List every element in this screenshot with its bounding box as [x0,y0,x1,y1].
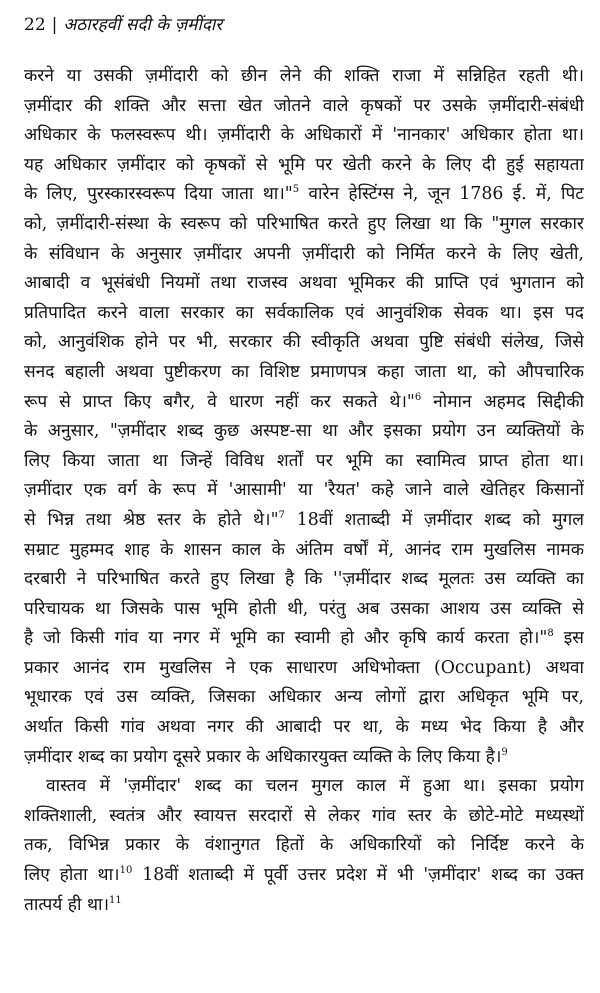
footnote-marker: 11 [109,894,122,906]
line-text-tail: वारेन हेस्टिंग्स ने, जून 1786 ई. में, पिट [299,184,584,205]
line-text-tail: नोमान अहमद सिद्दीकी [421,391,584,412]
text-line [24,743,584,773]
text-line [24,447,584,477]
text-line [24,476,584,506]
text-line [24,92,584,122]
text-line [24,624,584,654]
text-line [24,772,584,802]
footnote-marker: 8 [547,628,554,640]
text-line [24,269,584,299]
line-text: प्रकार आनंद राम मुखलिस ने एक साधारण अधिभोक्ता (Occupant) अथवा [24,657,584,678]
line-text-tail: 18वीं शताब्दी में ज़मींदार शब्द को मुगल [284,509,584,530]
line-text: है जो किसी गांव या नगर में भूमि का स्वामी हो और कृषि कार्य करता हो।" [24,628,548,649]
text-line [24,802,584,832]
line-text: यह अधिकार ज़मींदार को कृषकों से भूमि पर खेती करने के लिए दी हुई सहायता [24,154,584,175]
line-text: सम्राट मुहम्मद शाह के शासन काल के अंतिम वर्षों में, आनंद राम मुखलिस नामक [24,539,584,560]
text-line [24,861,584,891]
line-text: परिचायक था जिसके पास भूमि होती थी, परंतु अब उसका आशय उस व्यक्ति से [24,598,584,619]
line-text: रूप से प्राप्त किए बगैर, वे धारण नहीं कर सकते थे।" [24,391,415,412]
footnote-marker: 6 [414,391,422,403]
text-line [24,180,584,210]
line-text: ज़मींदार शब्द का प्रयोग दूसरे प्रकार के अधिकारयुक्त व्यक्ति के लिए किया है। [24,746,502,767]
text-line [24,417,584,447]
line-text: को, ज़मींदारी-संस्था के स्वरूप को परिभाषित करते हुए लिखा था कि "मुगल सरकार [24,213,584,234]
text-line [24,151,584,181]
line-text: ज़मींदार की शक्ति और सत्ता खेत जोतने वाले कृषकों पर उसके ज़मींदारी-संबंधी [24,95,584,116]
footnote-marker: 10 [119,865,133,877]
footnote-marker: 9 [501,746,508,758]
line-text-tail: 18वीं शताब्दी में पूर्वी उत्तर प्रदेश में भी 'ज़मींदार' शब्द का उक्त [132,865,584,886]
text-line [24,299,584,329]
line-text: प्रतिपादित करने वाला सरकार का सर्वकालिक एवं आनुवंशिक सेवक था। इस पद [24,302,584,323]
text-line [24,121,584,151]
line-text: तात्पर्य ही था। [24,894,110,915]
text-line [24,831,584,861]
line-text: लिए किया जाता था जिन्हें विविध शर्तों पर भूमि का स्वामित्व प्राप्त होता था। [24,450,584,471]
line-text: दरबारी ने परिभाषित करते हुए लिखा है कि ''ज़मींदार शब्द मूलतः उस व्यक्ति का [24,569,584,590]
text-line [24,358,584,388]
line-text: तक, विभिन्न प्रकार के वंशानुगत हितों के अधिकारियों को निर्दिष्ट करने के [24,835,584,856]
text-line [24,210,584,240]
line-text: अर्थात किसी गांव अथवा नगर की आबादी पर था, के मध्य भेद किया है और [24,717,584,738]
line-text: अधिकार के फलस्वरूप थी। ज़मींदारी के अधिकारों में 'नानकार' अधिकार होता था। [24,125,584,146]
text-line [24,565,584,595]
text-line [24,713,584,743]
text-line [24,891,584,921]
line-text: के संविधान के अनुसार ज़मींदार अपनी ज़मींदारी को निर्मित करने के लिए खेती, [24,243,584,264]
footnote-marker: 7 [278,510,285,522]
line-text-tail: इस [553,628,584,649]
line-text: ज़मींदार एक वर्ग के रूप में 'आसामी' या 'रैयत' कहे जाने वाले खेतिहर किसानों [24,480,584,501]
line-text: से भिन्न तथा श्रेष्ठ स्तर के होते थे।" [24,509,279,530]
text-line [24,328,584,358]
line-text: के अनुसार, "ज़मींदार शब्द कुछ अस्पष्ट-सा था और इसका प्रयोग उन व्यक्तियों के [24,421,584,442]
page-number: 22 [24,15,46,35]
line-text: भूधारक एवं उस व्यक्ति, जिसका अधिकार अन्य लोगों द्वारा अधिकृत भूमि पर, [24,687,584,708]
body-text [24,62,584,920]
line-text: सनद बहाली अथवा पुष्टीकरण का विशिष्ट प्रमाणपत्र कहा जाता था, को औपचारिक [24,361,584,382]
line-text: करने या उसकी ज़मींदारी को छीन लेने की शक्ति राजा में सन्निहित रहती थी। [24,66,584,86]
line-text: के लिए, पुरस्कारस्वरूप दिया जाता था।" [24,184,293,205]
text-line [24,240,584,270]
text-line [24,654,584,684]
line-text: आबादी व भूसंबंधी नियमों तथा राजस्व अथवा भूमिकर की प्राप्ति एवं भुगतान को [24,273,584,294]
footnote-marker: 5 [292,184,300,196]
chapter-title: अठारहवीं सदी के ज़मींदार [63,15,223,35]
running-header [24,14,584,36]
line-text: शक्तिशाली, स्वतंत्र और स्वायत्त सरदारों से लेकर गांव स्तर के छोटे-मोटे मध्यस्थों [24,805,584,826]
header-separator: | [51,15,58,35]
text-line [24,595,584,625]
text-line [24,506,584,536]
text-line [24,536,584,566]
text-line [24,388,584,418]
text-line [24,683,584,713]
line-text: लिए होता था। [24,865,120,886]
line-text: को, आनुवंशिक होने पर भी, सरकार की स्वीकृति अथवा पुष्टि संबंधी संलेख, जिसे [24,332,584,353]
line-text: वास्तव में 'ज़मींदार' शब्द का चलन मुगल काल में हुआ था। इसका प्रयोग [46,776,584,797]
text-line [24,62,584,92]
